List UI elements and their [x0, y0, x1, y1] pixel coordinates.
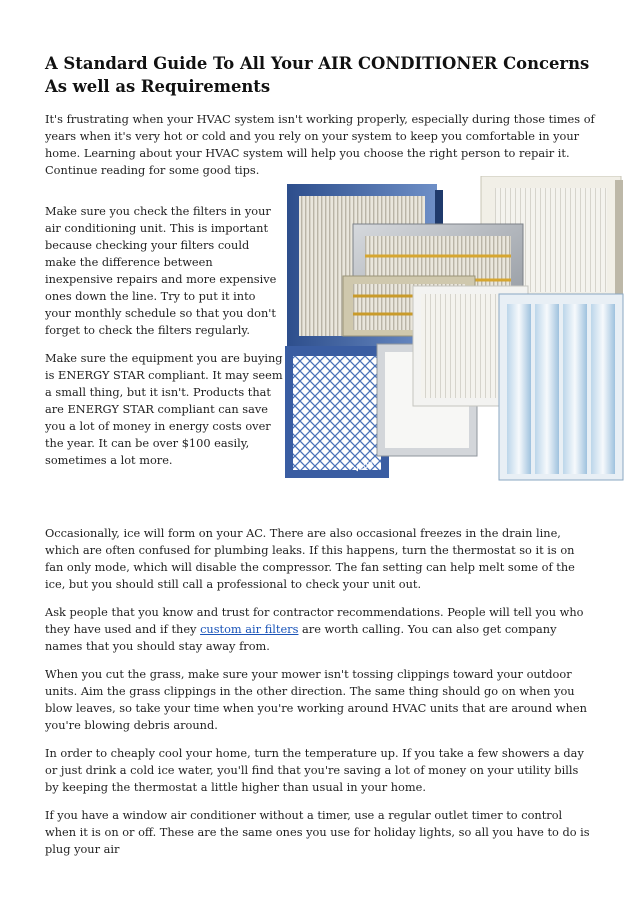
cooling-paragraph: In order to cheaply cool your home, turn the temperature up. If you take a few showers a day or just drink a cold ice water, you'll find that you're saving a lot of money on your utility bills by keeping the thermostat a little higher than usual in your home. — [45, 746, 584, 794]
bag-filter — [499, 294, 623, 480]
recommendations-text-end: are worth calling. You can also get company names that you should stay away from. — [45, 622, 557, 653]
air-filters-image — [285, 176, 625, 481]
image-section — [45, 203, 595, 515]
side-text — [45, 203, 283, 480]
filter-brand-label: Vedal — [352, 457, 377, 474]
filters-paragraph: Make sure you check the filters in your air conditioning unit. This is important because checking your filters could make the difference between inexpensive repairs and more expensive ones down the line. Try to put it into your monthly schedule so that you don't forget to check the filters regularly. — [45, 204, 277, 337]
article-title: A Standard Guide To All Your AIR CONDITIONER Concerns As well as Requirements — [45, 54, 590, 96]
recommendations-text-start: Ask people that you know and trust for contractor recommendations. People will tell you who they have used and if they — [45, 605, 584, 636]
recommendations-paragraph — [45, 604, 595, 655]
article — [45, 52, 595, 869]
mesh-panel-filter — [285, 346, 389, 478]
energy-star-paragraph: Make sure the equipment you are buying is ENERGY STAR compliant. It may seem a small thing, but it isn't. Products that are ENERGY STAR compliant can save you a lot of money in energy costs over the year. It can be over $100 easily, sometimes a lot more. — [45, 351, 283, 467]
window-ac-paragraph: If you have a window air conditioner without a timer, use a regular outlet timer to control when it is on or off. These are the same ones you use for holiday lights, so all you have to do is plug your air — [45, 808, 590, 856]
grass-paragraph: When you cut the grass, make sure your mower isn't tossing clippings toward your outdoor units. Aim the grass clippings in the other direction. The same thing should go on when you blow leaves, so take your time when you're working around HVAC units that are around when you're blowing debris around. — [45, 667, 587, 732]
intro-paragraph: It's frustrating when your HVAC system isn't working properly, especially during those times of years when it's very hot or cold and you rely on your system to keep you comfortable in your home. Learning about your HVAC system will help you choose the right person to repair it. Continue reading for some good tips. — [45, 112, 595, 177]
ice-paragraph: Occasionally, ice will form on your AC. There are also occasional freezes in the drain line, which are often confused for plumbing leaks. If this happens, turn the thermostat so it is on fan only mode, which will disable the compressor. The fan setting can help melt some of the ice, but you should still call a professional to check your unit out. — [45, 526, 575, 591]
custom-air-filters-link[interactable]: custom air filters — [200, 622, 299, 636]
